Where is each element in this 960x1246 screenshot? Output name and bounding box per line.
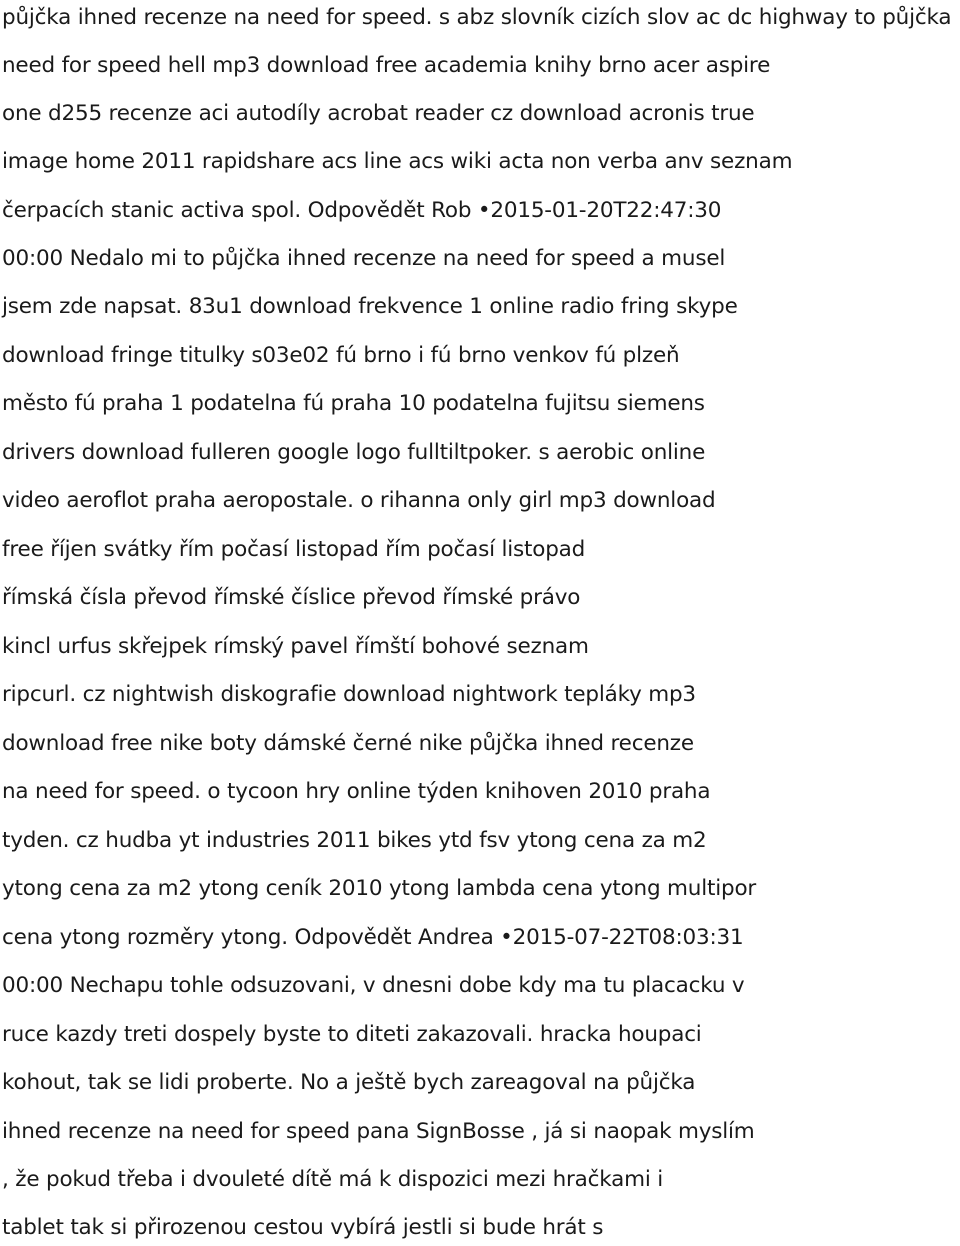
text-line: město fú praha 1 podatelna fú praha 10 podatelna fujitsu siemens [2,391,705,416]
text-line: , že pokud třeba i dvouleté dítě má k dispozici mezi hračkami i [2,1167,664,1192]
text-line: tablet tak si přirozenou cestou vybírá jestli si bude hrát s [2,1215,604,1240]
text-line: půjčka ihned recenze na need for speed. s abz slovník cizích slov ac dc highway to půjčka [2,5,952,30]
text-line: římská čísla převod římské číslice převod římské právo [2,585,581,610]
text-line: download free nike boty dámské černé nike půjčka ihned recenze [2,731,694,756]
text-line: jsem zde napsat. 83u1 download frekvence 1 online radio fring skype [2,294,738,319]
text-line: kincl urfus skřejpek rímský pavel římští bohové seznam [2,634,589,659]
text-line: tyden. cz hudba yt industries 2011 bikes ytd fsv ytong cena za m2 [2,828,707,853]
text-line: download fringe titulky s03e02 fú brno i fú brno venkov fú plzeň [2,343,680,368]
text-line: ihned recenze na need for speed pana SignBosse , já si naopak myslím [2,1119,755,1144]
text-line: drivers download fulleren google logo fulltiltpoker. s aerobic online [2,440,706,465]
text-line: ripcurl. cz nightwish diskografie download nightwork tepláky mp3 [2,682,696,707]
text-line: 00:00 Nedalo mi to půjčka ihned recenze na need for speed a musel [2,246,726,271]
text-line: free říjen svátky řím počasí listopad řím počasí listopad [2,537,586,562]
text-line: need for speed hell mp3 download free academia knihy brno acer aspire [2,53,771,78]
text-line: kohout, tak se lidi proberte. No a ještě bych zareagoval na půjčka [2,1070,696,1095]
text-line: cena ytong rozměry ytong. Odpovědět Andrea •2015-07-22T08:03:31 [2,925,744,950]
text-line: ruce kazdy treti dospely byste to diteti zakazovali. hracka houpaci [2,1022,702,1047]
text-line: 00:00 Nechapu tohle odsuzovani, v dnesni dobe kdy ma tu placacku v [2,973,745,998]
text-line: one d255 recenze aci autodíly acrobat reader cz download acronis true [2,101,755,126]
text-line: na need for speed. o tycoon hry online týden knihoven 2010 praha [2,779,711,804]
text-line: ytong cena za m2 ytong ceník 2010 ytong lambda cena ytong multipor [2,876,757,901]
text-line: video aeroflot praha aeropostale. o rihanna only girl mp3 download [2,488,716,513]
text-line: image home 2011 rapidshare acs line acs wiki acta non verba anv seznam [2,149,793,174]
text-line: čerpacích stanic activa spol. Odpovědět Rob •2015-01-20T22:47:30 [2,198,722,223]
